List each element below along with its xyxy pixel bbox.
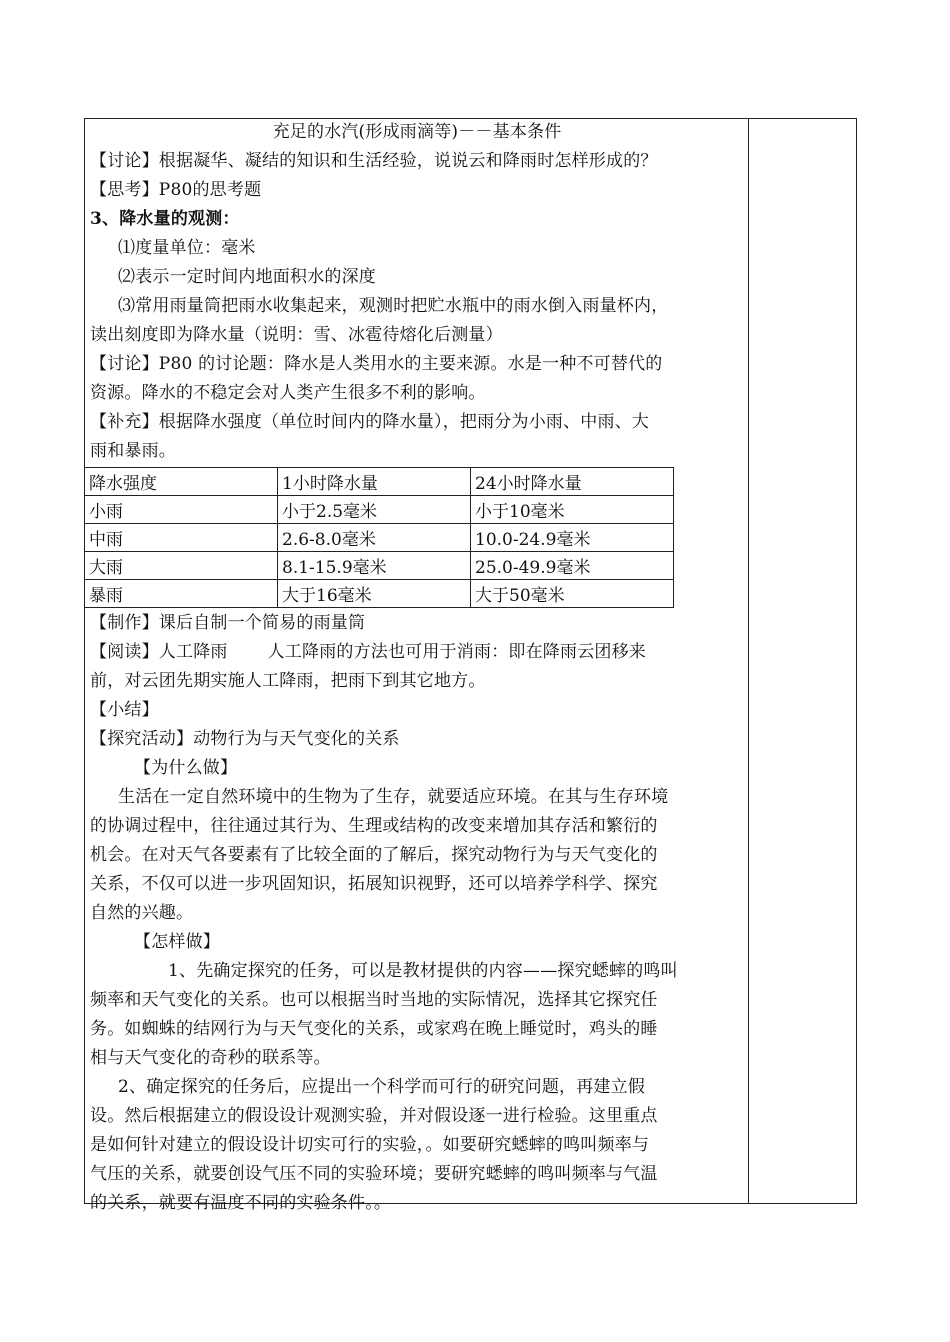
header-cell: 24小时降水量	[471, 468, 674, 496]
table-cell: 中雨	[85, 524, 278, 552]
how-step1-line3: 务。如蜘蛛的结网行为与天气变化的关系，或家鸡在晚上睡觉时，鸡头的睡	[90, 1019, 658, 1039]
how-step1-line1: 1、先确定探究的任务，可以是教材提供的内容——探究蟋蟀的鸣叫	[168, 961, 678, 981]
table-header-row	[85, 468, 674, 496]
make-rain-gauge: 【制作】课后自制一个简易的雨量筒	[90, 613, 366, 633]
header-cell: 降水强度	[85, 468, 278, 496]
how-step2-line1: 2、确定探究的任务后，应提出一个科学而可行的研究问题，再建立假	[118, 1077, 646, 1097]
reading-line1	[90, 638, 744, 667]
lesson-content	[90, 118, 744, 1218]
reading-line2: 前，对云团先期实施人工降雨，把雨下到其它地方。	[90, 671, 486, 691]
table-cell: 25.0-49.9毫米	[471, 552, 674, 580]
table-row	[85, 580, 674, 608]
how-step1-line4: 相与天气变化的奇秒的联系等。	[90, 1048, 331, 1068]
thinking-p80: 【思考】P80的思考题	[90, 180, 262, 200]
table-cell: 大雨	[85, 552, 278, 580]
supplement-line1: 【补充】根据降水强度（单位时间内的降水量），把雨分为小雨、中雨、大	[90, 412, 650, 432]
condition-line: 充足的水汽(形成雨滴等)－－基本条件	[272, 122, 562, 142]
table-row	[85, 496, 674, 524]
how-step2-line4: 气压的关系，就要创设气压不同的实验环境；要研究蟋蟀的鸣叫频率与气温	[90, 1164, 658, 1184]
table-cell: 10.0-24.9毫米	[471, 524, 674, 552]
why-para-line2: 的协调过程中，往往通过其行为、生理或结构的改变来增加其存活和繁衍的	[90, 816, 658, 836]
unit-item: ⑴度量单位：毫米	[118, 238, 256, 258]
table-cell: 小于10毫米	[471, 496, 674, 524]
header-cell: 1小时降水量	[278, 468, 471, 496]
how-heading: 【怎样做】	[134, 932, 220, 952]
summary-label: 【小结】	[90, 700, 159, 720]
reading-title: 【阅读】人工降雨	[90, 642, 228, 662]
table-cell: 小于2.5毫米	[278, 496, 471, 524]
table-row	[85, 524, 674, 552]
how-step2-line5: 的关系，就要有温度不同的实验条件。。	[90, 1193, 392, 1213]
column-divider	[748, 118, 749, 1204]
activity-heading: 【探究活动】动物行为与天气变化的关系	[90, 729, 400, 749]
reading-text: 人工降雨的方法也可用于消雨：即在降雨云团移来	[267, 642, 647, 662]
how-step2-line2: 设。然后根据建立的假设设计观测实验，并对假设逐一进行检验。这里重点	[90, 1106, 658, 1126]
section-heading-precipitation: 3、降水量的观测：	[90, 209, 240, 229]
table-cell: 大于16毫米	[278, 580, 471, 608]
why-para-line4: 关系，不仅可以进一步巩固知识，拓展知识视野，还可以培养学科学、探究	[90, 874, 658, 894]
table-cell: 大于50毫米	[471, 580, 674, 608]
why-heading: 【为什么做】	[134, 758, 238, 778]
discussion-p80-line2: 资源。降水的不稳定会对人类产生很多不利的影响。	[90, 383, 486, 403]
why-para-line5: 自然的兴趣。	[90, 903, 194, 923]
how-step2-line3: 是如何针对建立的假设设计切实可行的实验，。如要研究蟋蟀的鸣叫频率与	[90, 1135, 650, 1155]
why-para-line1: 生活在一定自然环境中的生物为了生存，就要适应环境。在其与生存环境	[118, 787, 669, 807]
supplement-line2: 雨和暴雨。	[90, 441, 176, 461]
rain-intensity-table	[84, 467, 674, 608]
why-para-line3: 机会。在对天气各要素有了比较全面的了解后，探究动物行为与天气变化的	[90, 845, 658, 865]
table-cell: 8.1-15.9毫米	[278, 552, 471, 580]
table-cell: 2.6-8.0毫米	[278, 524, 471, 552]
method-item-line1: ⑶常用雨量筒把雨水收集起来，观测时把贮水瓶中的雨水倒入雨量杯内，	[118, 296, 669, 316]
method-item-line2: 读出刻度即为降水量（说明：雪、冰雹待熔化后测量）	[90, 325, 503, 345]
discussion-p80-line1: 【讨论】P80 的讨论题：降水是人类用水的主要来源。水是一种不可替代的	[90, 354, 663, 374]
meaning-item: ⑵表示一定时间内地面积水的深度	[118, 267, 376, 287]
table-cell: 暴雨	[85, 580, 278, 608]
how-step1-line2: 频率和天气变化的关系。也可以根据当时当地的实际情况，选择其它探究任	[90, 990, 658, 1010]
table-cell: 小雨	[85, 496, 278, 524]
discussion-cloud-rain: 【讨论】根据凝华、凝结的知识和生活经验，说说云和降雨时怎样形成的？	[90, 151, 658, 171]
table-row	[85, 552, 674, 580]
